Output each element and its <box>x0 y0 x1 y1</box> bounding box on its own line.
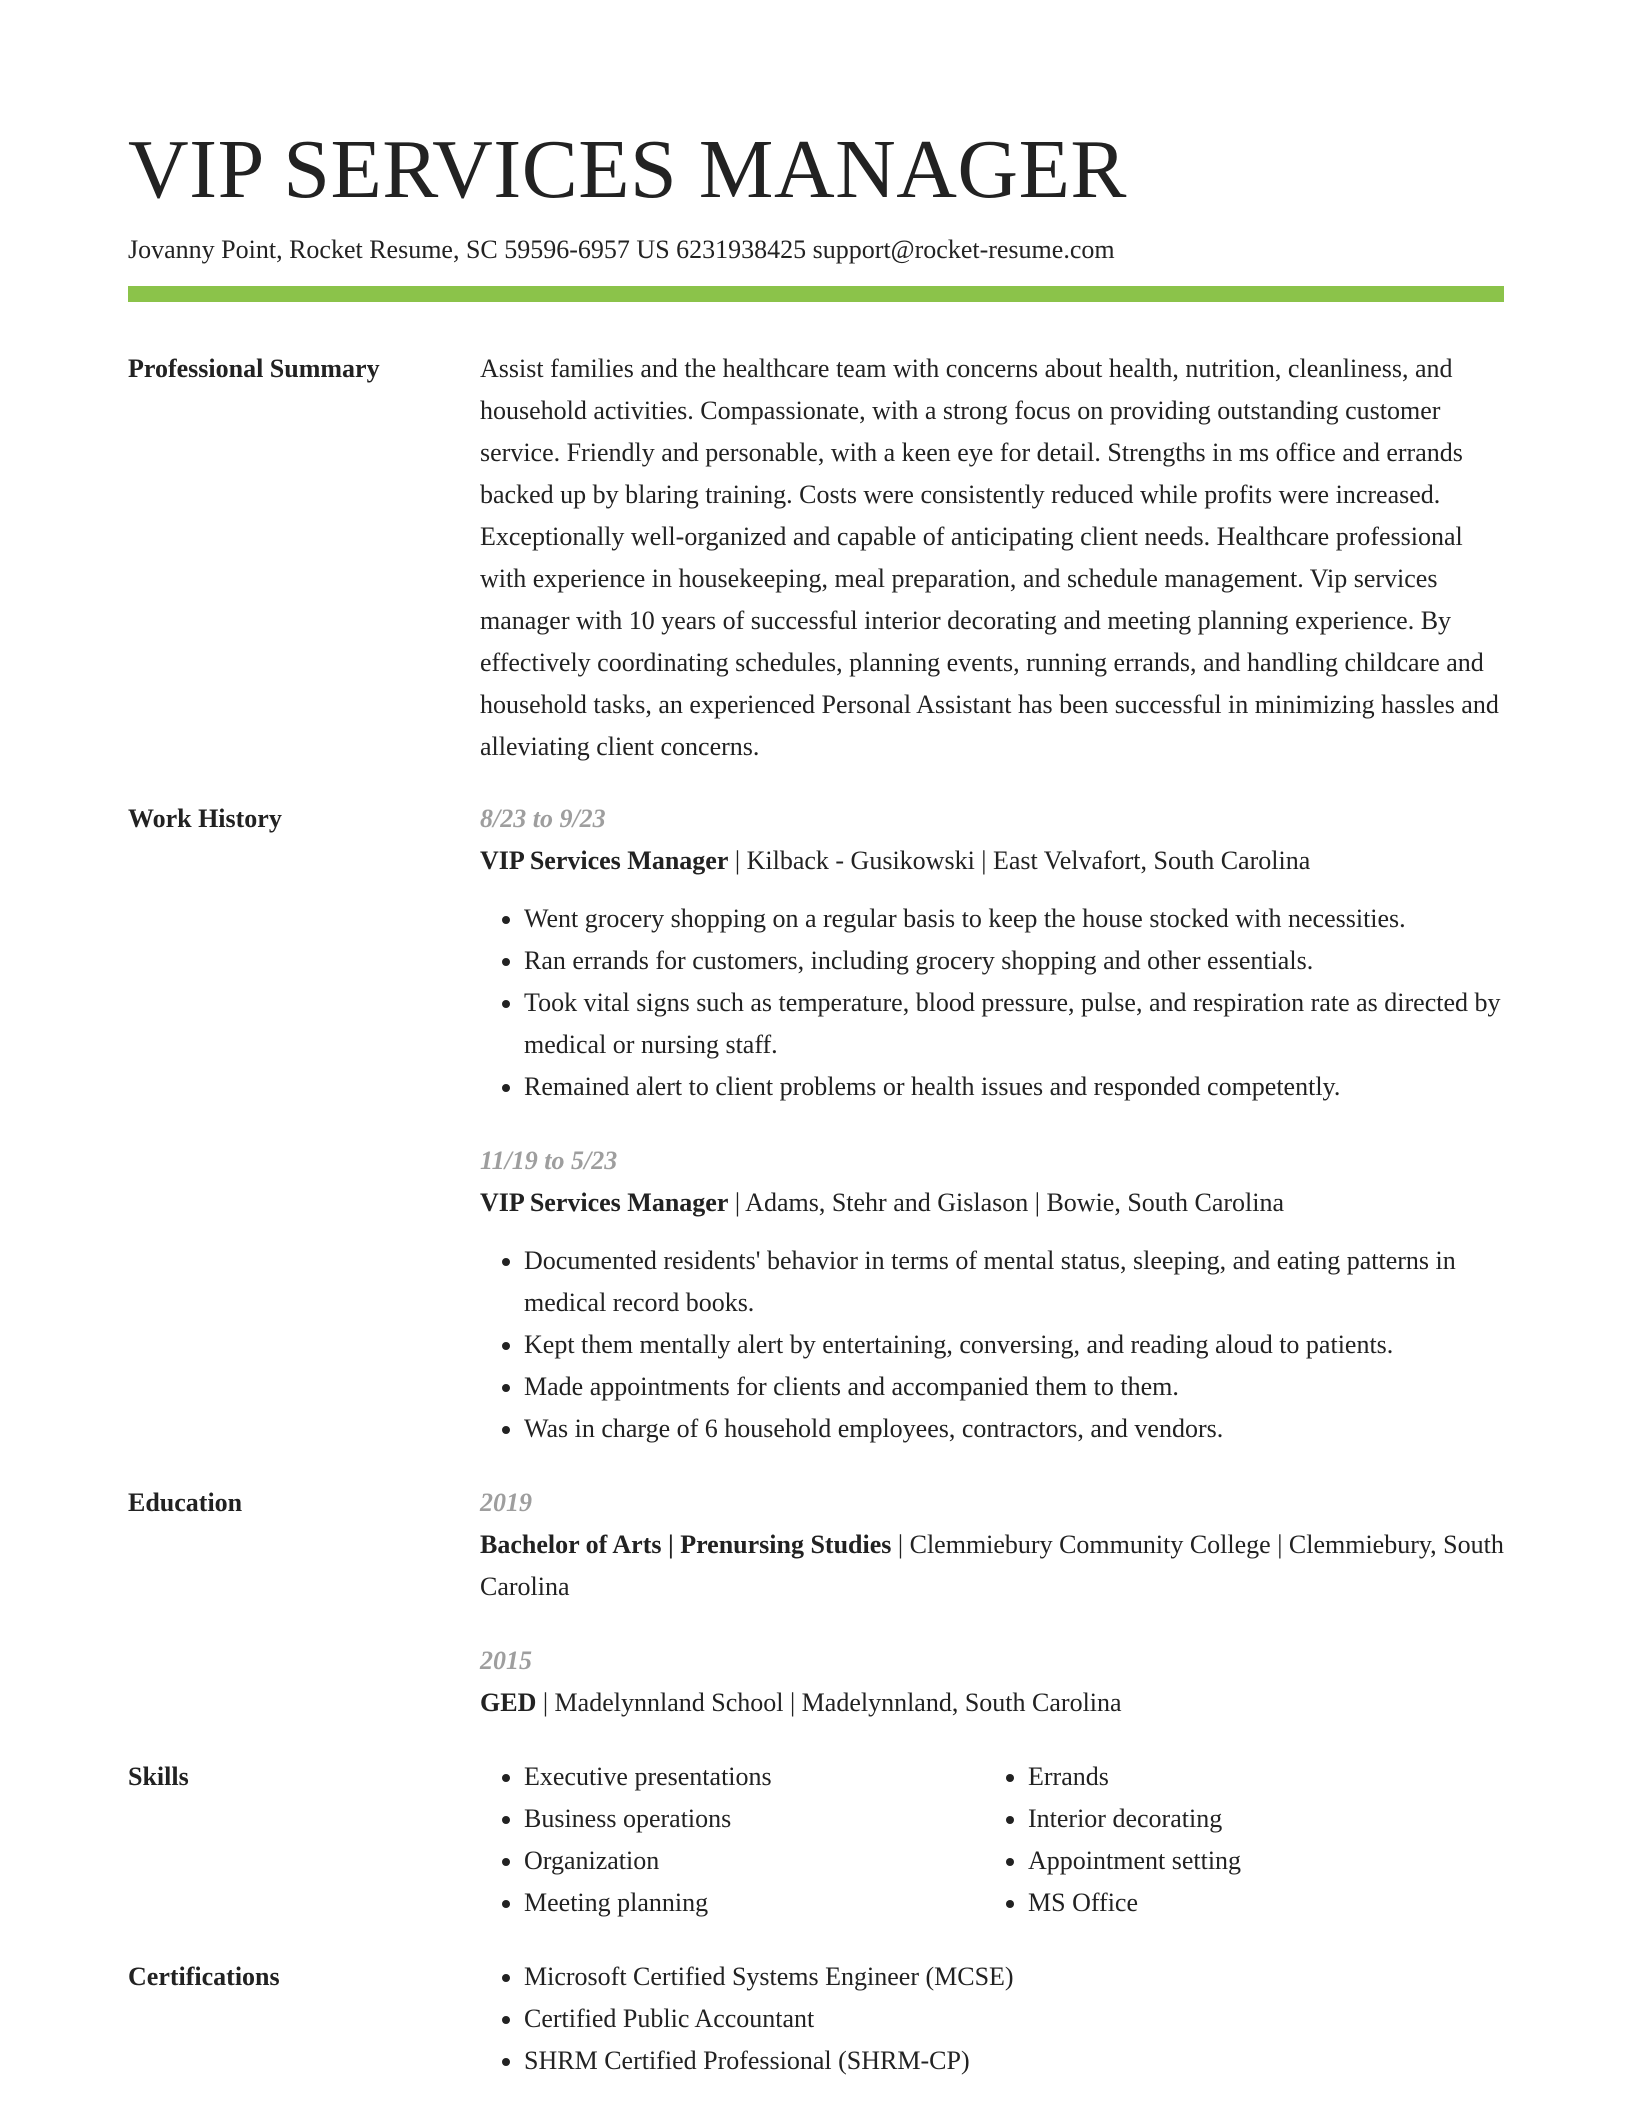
job-bullet: • Documented residents' behavior in terms of mental status, sleeping, and eating patterns in medical record books. <box>524 1240 1504 1324</box>
resume-page <box>128 0 1504 2082</box>
job-dates: 8/23 to 9/23 <box>480 804 606 833</box>
skill-item: • Errands <box>1028 1756 1488 1798</box>
job-details: | Adams, Stehr and Gislason | Bowie, South Carolina <box>728 1188 1285 1217</box>
job-title: VIP Services Manager <box>480 846 729 875</box>
certification-item: • SHRM Certified Professional (SHRM-CP) <box>524 2040 1504 2082</box>
job-bullet: • Kept them mentally alert by entertaining, conversing, and reading aloud to patients. <box>524 1324 1504 1366</box>
job-bullet: • Made appointments for clients and accompanied them to them. <box>524 1366 1504 1408</box>
skill-item: • Executive presentations <box>524 1756 984 1798</box>
skills-section <box>128 1756 1504 1924</box>
education-details: | Madelynnland School | Madelynnland, South Carolina <box>536 1688 1122 1717</box>
job-bullets <box>480 1240 1504 1450</box>
job-bullet: • Ran errands for customers, including grocery shopping and other essentials. <box>524 940 1504 982</box>
job-entry <box>480 1140 1504 1450</box>
resume-name: VIP SERVICES MANAGER <box>128 123 1127 216</box>
skill-item: • Meeting planning <box>524 1882 984 1924</box>
job-dates: 11/19 to 5/23 <box>480 1146 618 1175</box>
skill-item: • Business operations <box>524 1798 984 1840</box>
skill-item: • Organization <box>524 1840 984 1882</box>
skill-item: • MS Office <box>1028 1882 1488 1924</box>
education-degree: GED <box>480 1688 537 1717</box>
education-line <box>480 1682 1504 1724</box>
education-year: 2019 <box>480 1488 532 1517</box>
job-bullet: • Was in charge of 6 household employees, contractors, and vendors. <box>524 1408 1504 1450</box>
certification-item: • Certified Public Accountant <box>524 1998 1504 2040</box>
job-bullet: • Remained alert to client problems or health issues and responded competently. <box>524 1066 1504 1108</box>
certifications-label: Certifications <box>128 1962 280 1991</box>
skills-label: Skills <box>128 1762 189 1791</box>
job-title-line <box>480 840 1504 882</box>
education-details: | Clemmiebury Community College | Clemmiebury, South Carolina <box>480 1530 1504 1601</box>
education-entry <box>480 1640 1504 1724</box>
summary-section <box>128 348 1504 768</box>
job-bullet: • Went grocery shopping on a regular basis to keep the house stocked with necessities. <box>524 898 1504 940</box>
summary-label: Professional Summary <box>128 354 380 383</box>
job-entry <box>480 798 1504 1108</box>
certification-item: • Microsoft Certified Systems Engineer (MCSE) <box>524 1956 1504 1998</box>
education-label: Education <box>128 1488 243 1517</box>
certifications-section <box>128 1956 1504 2082</box>
education-degree: Bachelor of Arts | Prenursing Studies <box>480 1530 892 1559</box>
job-title-line <box>480 1182 1504 1224</box>
certifications-list <box>480 1956 1504 2082</box>
job-bullets <box>480 898 1504 1108</box>
skills-list-right <box>984 1756 1488 1924</box>
contact-info: Jovanny Point, Rocket Resume, SC 59596-6957 US 6231938425 support@rocket-resume.com <box>128 235 1115 264</box>
skills-list-left <box>480 1756 984 1924</box>
job-details: | Kilback - Gusikowski | East Velvafort, South Carolina <box>728 846 1311 875</box>
job-title: VIP Services Manager <box>480 1188 729 1217</box>
education-section <box>128 1482 1504 1724</box>
education-line <box>480 1524 1504 1608</box>
header-divider <box>128 286 1504 302</box>
skill-item: • Interior decorating <box>1028 1798 1488 1840</box>
skill-item: • Appointment setting <box>1028 1840 1488 1882</box>
summary-text: Assist families and the healthcare team with concerns about health, nutrition, cleanliness, and household activities. Compassionate, with a strong focus on providing outstanding customer service. Friendly and personable, with a keen eye for detail. Strengths in ms office and errands backed up by blaring training. Costs were consistently reduced while profits were increased. Exceptionally well-organized and capable of anticipating client needs. Healthcare professional with experience in housekeeping, meal preparation, and schedule management. Vip services manager with 10 years of successful interior decorating and meeting planning experience. By effectively coordinating schedules, planning events, running errands, and handling childcare and household tasks, an experienced Personal Assistant has been successful in minimizing hassles and alleviating client concerns. <box>480 354 1499 761</box>
education-year: 2015 <box>480 1646 532 1675</box>
education-entry <box>480 1482 1504 1608</box>
work-history-label: Work History <box>128 804 282 833</box>
work-history-section <box>128 798 1504 1450</box>
job-bullet: • Took vital signs such as temperature, blood pressure, pulse, and respiration rate as directed by medical or nursing staff. <box>524 982 1504 1066</box>
